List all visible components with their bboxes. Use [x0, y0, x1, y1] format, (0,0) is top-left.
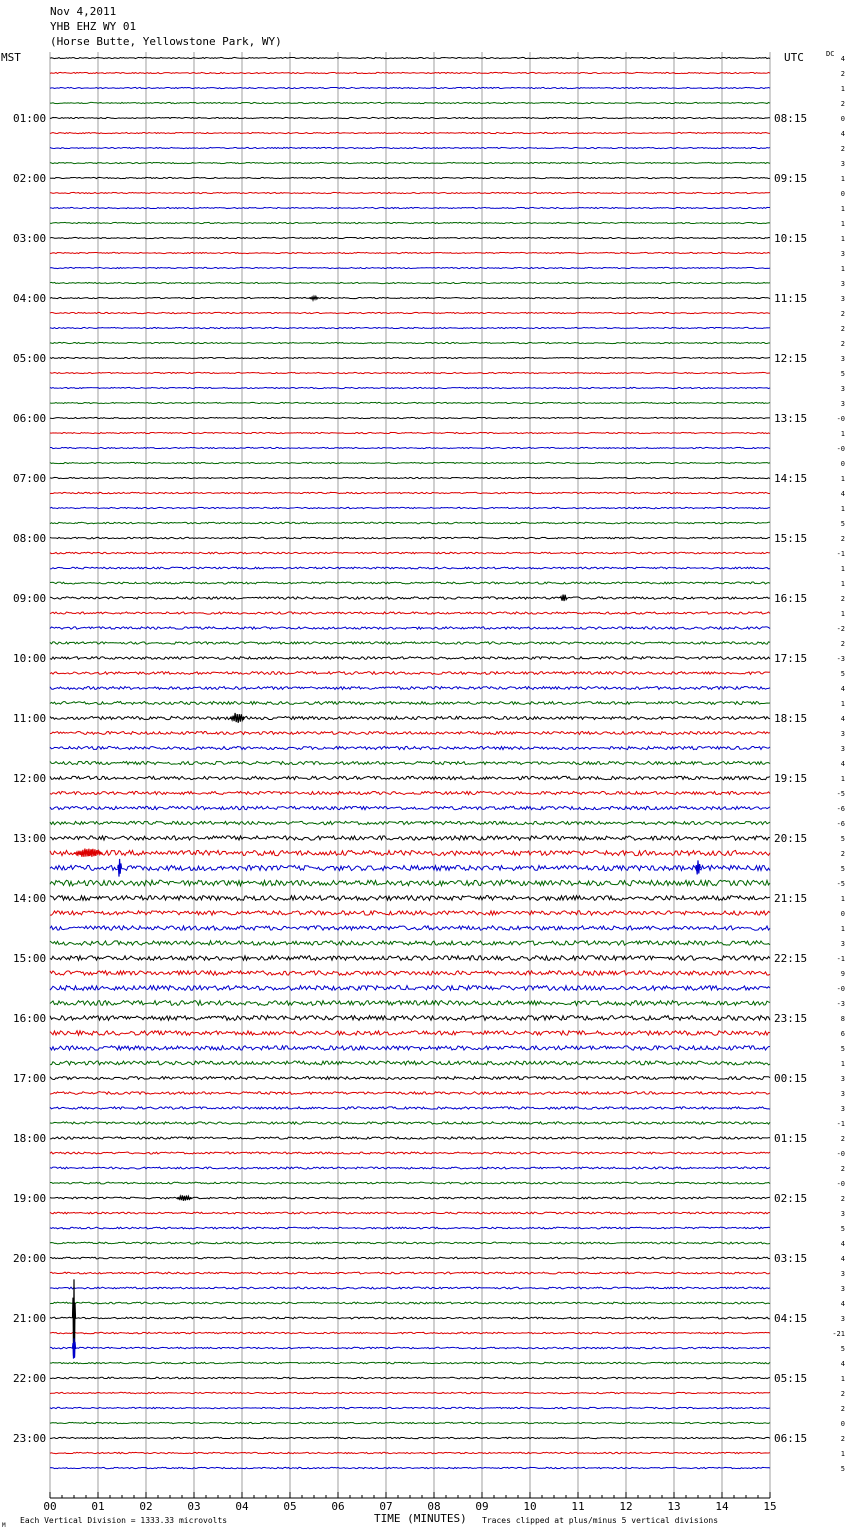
trace-74 [50, 1167, 770, 1169]
dc-offset-label: 3 [840, 730, 845, 738]
dc-offset-label: 2 [840, 1435, 845, 1443]
mst-hour-label: 12:00 [13, 772, 47, 785]
trace-22 [50, 387, 770, 388]
seismogram-traces [50, 57, 770, 1468]
trace-41 [50, 672, 770, 675]
mst-hour-label: 08:00 [13, 532, 47, 545]
dc-offset-label: 2 [840, 310, 845, 318]
dc-offset-label: 2 [840, 1405, 845, 1413]
dc-offset-label: 4 [840, 685, 845, 693]
dc-offset-label: 1 [840, 220, 845, 228]
trace-75 [50, 1182, 770, 1184]
dc-offset-label: 2 [840, 70, 845, 78]
dc-offset-label: -0 [836, 1150, 845, 1158]
dc-offset-label: 3 [840, 160, 845, 168]
utc-hour-label: 21:15 [774, 892, 808, 905]
dc-offset-label: 1 [840, 895, 845, 903]
mst-hour-label: 02:00 [13, 172, 47, 185]
event-0 [309, 296, 319, 299]
utc-hour-label: 18:15 [774, 712, 808, 725]
trace-71 [50, 1122, 770, 1124]
trace-86 [50, 1347, 770, 1349]
trace-88 [50, 1377, 770, 1379]
dc-offset-label: 3 [840, 355, 845, 363]
dc-offset-label: -1 [836, 550, 845, 558]
dc-offset-label: -0 [836, 415, 845, 423]
event-4 [118, 859, 122, 877]
trace-45 [50, 732, 770, 735]
trace-54 [50, 865, 770, 870]
dc-offset-label: 2 [840, 1165, 845, 1173]
dc-offset-label: 4 [840, 1240, 845, 1248]
dc-offset-label: 1 [840, 700, 845, 708]
x-tick-label: 07 [379, 1500, 393, 1513]
trace-14 [50, 267, 770, 268]
x-tick-label: 03 [187, 1500, 201, 1513]
corner-mark: M [2, 1522, 6, 1529]
trace-77 [50, 1212, 770, 1214]
dc-offset-label: 1 [840, 565, 845, 573]
mst-hour-label: 04:00 [13, 292, 47, 305]
mst-hour-label: 17:00 [13, 1072, 47, 1085]
trace-44 [50, 716, 770, 719]
event-5 [696, 860, 701, 874]
utc-hour-label: 09:15 [774, 172, 808, 185]
dc-offset-label: 2 [840, 640, 845, 648]
trace-20 [50, 357, 770, 358]
utc-hour-label: 06:15 [774, 1432, 808, 1445]
trace-93 [50, 1452, 770, 1453]
trace-83 [50, 1302, 770, 1304]
trace-65 [50, 1031, 770, 1035]
dc-offset-label: -0 [836, 1180, 845, 1188]
trace-36 [50, 597, 770, 599]
dc-offset-label: -21 [832, 1330, 845, 1338]
trace-2 [50, 87, 770, 88]
location-header: (Horse Butte, Yellowstone Park, WY) [50, 35, 282, 48]
x-tick-label: 11 [571, 1500, 585, 1513]
trace-67 [50, 1061, 770, 1065]
trace-17 [50, 312, 770, 313]
dc-offset-label: 3 [840, 1105, 845, 1113]
dc-offset-label: 2 [840, 1135, 845, 1143]
trace-6 [50, 147, 770, 148]
trace-94 [50, 1467, 770, 1468]
trace-11 [50, 222, 770, 223]
mst-hour-label: 20:00 [13, 1252, 47, 1265]
trace-27 [50, 462, 770, 463]
mst-hour-label: 15:00 [13, 952, 47, 965]
trace-30 [50, 507, 770, 508]
dc-offset-label: 3 [840, 1210, 845, 1218]
trace-58 [50, 926, 770, 930]
mst-hour-label: 23:00 [13, 1432, 47, 1445]
trace-1 [50, 72, 770, 73]
utc-hour-label: 13:15 [774, 412, 808, 425]
seismic-events [73, 296, 701, 1358]
dc-offset-label: 4 [840, 760, 845, 768]
dc-offset-label: 3 [840, 400, 845, 408]
dc-offset-label: 5 [840, 1465, 845, 1473]
dc-offset-label: 3 [840, 280, 845, 288]
trace-87 [50, 1362, 770, 1364]
trace-12 [50, 237, 770, 238]
trace-66 [50, 1046, 770, 1050]
trace-51 [50, 821, 770, 824]
dc-offset-label: 3 [840, 1270, 845, 1278]
x-tick-label: 15 [763, 1500, 777, 1513]
x-tick-label: 00 [43, 1500, 57, 1513]
dc-offset-label: 4 [840, 715, 845, 723]
utc-hour-labels [774, 112, 807, 1445]
dc-offset-label: 1 [840, 610, 845, 618]
dc-offset-label: -3 [836, 1000, 845, 1008]
utc-hour-label: 05:15 [774, 1372, 808, 1385]
event-6 [177, 1195, 191, 1200]
clip-note: Traces clipped at plus/minus 5 vertical divisions [482, 1516, 719, 1525]
trace-85 [50, 1332, 770, 1334]
utc-hour-label: 12:15 [774, 352, 808, 365]
dc-offset-label: 5 [840, 865, 845, 873]
x-axis [43, 1492, 776, 1513]
x-tick-label: 06 [331, 1500, 345, 1513]
dc-offset-label: 8 [840, 1015, 845, 1023]
trace-28 [50, 477, 770, 478]
mst-hour-label: 19:00 [13, 1192, 47, 1205]
trace-64 [50, 1016, 770, 1021]
trace-19 [50, 342, 770, 343]
utc-hour-label: 04:15 [774, 1312, 808, 1325]
trace-49 [50, 791, 770, 794]
x-tick-label: 05 [283, 1500, 297, 1513]
dc-offset-label: 3 [840, 385, 845, 393]
dc-offset-label: 5 [840, 835, 845, 843]
trace-33 [50, 552, 770, 554]
dc-offset-label: 1 [840, 430, 845, 438]
trace-38 [50, 627, 770, 629]
dc-offset-label: 5 [840, 520, 845, 528]
utc-hour-label: 01:15 [774, 1132, 808, 1145]
trace-76 [50, 1197, 770, 1199]
dc-offset-label: -6 [836, 820, 845, 828]
dc-offset-label: 0 [840, 190, 845, 198]
mst-hour-label: 07:00 [13, 472, 47, 485]
dc-offset-labels [832, 55, 845, 1473]
x-tick-label: 10 [523, 1500, 537, 1513]
trace-46 [50, 746, 770, 749]
dc-offset-label: -0 [836, 985, 845, 993]
trace-57 [50, 911, 770, 915]
trace-68 [50, 1077, 770, 1080]
mst-hour-label: 13:00 [13, 832, 47, 845]
trace-10 [50, 207, 770, 208]
date-header: Nov 4,2011 [50, 5, 117, 18]
dc-offset-label: 2 [840, 145, 845, 153]
trace-26 [50, 447, 770, 448]
trace-52 [50, 836, 770, 840]
right-zone-label: UTC [784, 51, 804, 64]
utc-hour-label: 03:15 [774, 1252, 808, 1265]
dc-offset-label: -3 [836, 655, 845, 663]
dc-offset-label: 1 [840, 175, 845, 183]
dc-offset-label: 4 [840, 130, 845, 138]
dc-offset-label: 5 [840, 1225, 845, 1233]
utc-hour-label: 20:15 [774, 832, 808, 845]
x-axis-title: TIME (MINUTES) [374, 1512, 467, 1525]
trace-15 [50, 282, 770, 283]
trace-92 [50, 1437, 770, 1438]
utc-hour-label: 23:15 [774, 1012, 808, 1025]
utc-hour-label: 15:15 [774, 532, 808, 545]
utc-hour-label: 22:15 [774, 952, 808, 965]
dc-offset-label: 1 [840, 205, 845, 213]
trace-78 [50, 1227, 770, 1229]
trace-31 [50, 522, 770, 524]
trace-69 [50, 1092, 770, 1095]
mst-hour-label: 09:00 [13, 592, 47, 605]
trace-23 [50, 402, 770, 403]
trace-8 [50, 177, 770, 178]
dc-offset-label: 5 [840, 370, 845, 378]
trace-72 [50, 1137, 770, 1139]
mst-hour-labels [13, 112, 46, 1445]
dc-offset-label: 9 [840, 970, 845, 978]
dc-offset-label: 0 [840, 910, 845, 918]
trace-60 [50, 956, 770, 961]
dc-offset-label: 1 [840, 85, 845, 93]
trace-56 [50, 896, 770, 901]
dc-offset-label: 6 [840, 1030, 845, 1038]
dc-offset-label: 3 [840, 1315, 845, 1323]
dc-offset-label: 4 [840, 1300, 845, 1308]
trace-48 [50, 776, 770, 779]
dc-offset-label: 1 [840, 1375, 845, 1383]
dc-offset-label: 3 [840, 940, 845, 948]
trace-24 [50, 417, 770, 418]
dc-offset-label: 3 [840, 250, 845, 258]
x-tick-label: 02 [139, 1500, 153, 1513]
dc-offset-label: -1 [836, 955, 845, 963]
dc-offset-label: -1 [836, 1120, 845, 1128]
trace-35 [50, 582, 770, 584]
dc-offset-label: 5 [840, 670, 845, 678]
trace-55 [50, 880, 770, 886]
trace-7 [50, 162, 770, 163]
trace-84 [50, 1317, 770, 1319]
dc-offset-label: 3 [840, 745, 845, 753]
trace-40 [50, 657, 770, 660]
dc-offset-label: 2 [840, 850, 845, 858]
trace-90 [50, 1407, 770, 1408]
dc-offset-label: 4 [840, 490, 845, 498]
dc-offset-label: -5 [836, 790, 845, 798]
trace-82 [50, 1287, 770, 1289]
trace-63 [50, 1001, 770, 1006]
dc-offset-label: 2 [840, 100, 845, 108]
utc-hour-label: 10:15 [774, 232, 808, 245]
trace-37 [50, 612, 770, 614]
trace-4 [50, 117, 770, 118]
mst-hour-label: 01:00 [13, 112, 47, 125]
utc-hour-label: 16:15 [774, 592, 808, 605]
trace-34 [50, 567, 770, 569]
dc-header: DC [826, 50, 835, 58]
trace-59 [50, 941, 770, 945]
trace-39 [50, 642, 770, 644]
trace-73 [50, 1152, 770, 1154]
dc-offset-label: 3 [840, 295, 845, 303]
trace-61 [50, 971, 770, 975]
trace-25 [50, 432, 770, 433]
trace-81 [50, 1272, 770, 1274]
x-tick-label: 14 [715, 1500, 729, 1513]
trace-42 [50, 687, 770, 690]
dc-offset-label: 2 [840, 1195, 845, 1203]
trace-16 [50, 297, 770, 298]
event-1 [560, 595, 567, 601]
trace-9 [50, 192, 770, 193]
mst-hour-label: 21:00 [13, 1312, 47, 1325]
x-tick-label: 08 [427, 1500, 441, 1513]
vertical-gridlines [50, 52, 770, 1498]
utc-hour-label: 00:15 [774, 1072, 808, 1085]
mst-hour-label: 03:00 [13, 232, 47, 245]
dc-offset-label: 1 [840, 475, 845, 483]
mst-hour-label: 14:00 [13, 892, 47, 905]
trace-43 [50, 702, 770, 705]
utc-hour-label: 17:15 [774, 652, 808, 665]
x-tick-label: 04 [235, 1500, 249, 1513]
mst-hour-label: 10:00 [13, 652, 47, 665]
trace-0 [50, 57, 770, 58]
dc-offset-label: 3 [840, 1090, 845, 1098]
dc-offset-label: 3 [840, 1285, 845, 1293]
dc-offset-label: 1 [840, 775, 845, 783]
dc-offset-label: -0 [836, 445, 845, 453]
trace-53 [50, 850, 770, 855]
dc-offset-label: 0 [840, 115, 845, 123]
station-header: YHB EHZ WY 01 [50, 20, 137, 33]
dc-offset-label: 3 [840, 1075, 845, 1083]
dc-offset-label: 5 [840, 1345, 845, 1353]
x-tick-label: 12 [619, 1500, 633, 1513]
utc-hour-label: 11:15 [774, 292, 808, 305]
dc-offset-label: 2 [840, 595, 845, 603]
trace-50 [50, 806, 770, 809]
dc-offset-label: 5 [840, 1045, 845, 1053]
utc-hour-label: 19:15 [774, 772, 808, 785]
utc-hour-label: 14:15 [774, 472, 808, 485]
dc-offset-label: 4 [840, 1360, 845, 1368]
dc-offset-label: 2 [840, 1390, 845, 1398]
dc-offset-label: 4 [840, 1255, 845, 1263]
mst-hour-label: 18:00 [13, 1132, 47, 1145]
trace-5 [50, 132, 770, 133]
dc-offset-label: 1 [840, 265, 845, 273]
dc-offset-label: 2 [840, 340, 845, 348]
utc-hour-label: 08:15 [774, 112, 808, 125]
trace-13 [50, 252, 770, 253]
trace-3 [50, 102, 770, 103]
dc-offset-label: -2 [836, 625, 845, 633]
scale-note: Each Vertical Division = 1333.33 microvolts [20, 1516, 228, 1525]
x-tick-label: 01 [91, 1500, 105, 1513]
trace-89 [50, 1392, 770, 1393]
dc-offset-label: 1 [840, 580, 845, 588]
trace-32 [50, 537, 770, 539]
dc-offset-label: 2 [840, 325, 845, 333]
mst-hour-label: 06:00 [13, 412, 47, 425]
mst-hour-label: 11:00 [13, 712, 47, 725]
dc-offset-label: 2 [840, 535, 845, 543]
trace-80 [50, 1257, 770, 1259]
dc-offset-label: 1 [840, 235, 845, 243]
mst-hour-label: 05:00 [13, 352, 47, 365]
dc-offset-label: -6 [836, 805, 845, 813]
trace-29 [50, 492, 770, 493]
dc-offset-label: -5 [836, 880, 845, 888]
mst-hour-label: 22:00 [13, 1372, 47, 1385]
trace-79 [50, 1242, 770, 1244]
trace-70 [50, 1107, 770, 1109]
left-zone-label: MST [1, 51, 21, 64]
mst-hour-label: 16:00 [13, 1012, 47, 1025]
trace-21 [50, 372, 770, 373]
dc-offset-label: 1 [840, 925, 845, 933]
dc-offset-label: 1 [840, 1450, 845, 1458]
utc-hour-label: 02:15 [774, 1192, 808, 1205]
event-3 [74, 849, 103, 857]
trace-91 [50, 1422, 770, 1423]
dc-offset-label: 4 [840, 55, 845, 63]
dc-offset-label: 0 [840, 1420, 845, 1428]
trace-62 [50, 986, 770, 991]
x-tick-label: 09 [475, 1500, 489, 1513]
dc-offset-label: 1 [840, 1060, 845, 1068]
x-tick-label: 13 [667, 1500, 681, 1513]
dc-offset-label: 0 [840, 460, 845, 468]
trace-47 [50, 761, 770, 764]
dc-offset-label: 1 [840, 505, 845, 513]
trace-18 [50, 327, 770, 328]
